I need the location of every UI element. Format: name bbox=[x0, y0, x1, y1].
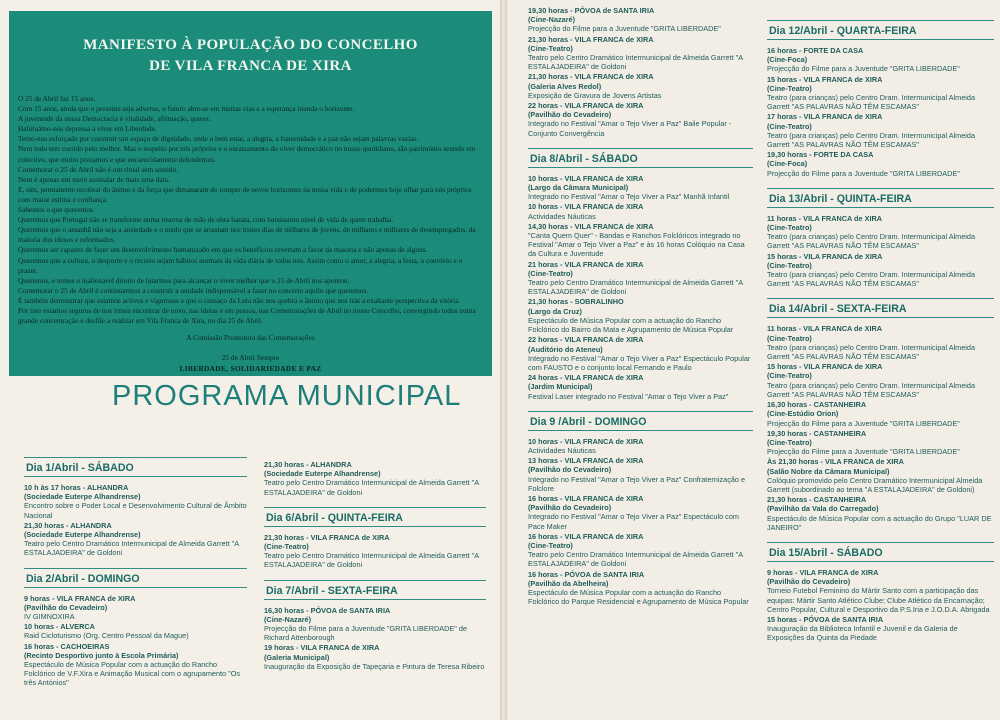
event-item bbox=[264, 533, 486, 570]
event-time-place: 16 horas - CACHOEIRAS bbox=[24, 641, 110, 651]
manifesto-paragraph: Queremos, e temos o inalienável direito de lutarmos para alcançar o viver melhor que o 25 de Abril nos apontou. bbox=[18, 275, 350, 285]
event-item bbox=[767, 615, 994, 643]
event-venue: (Largo da Câmara Municipal) bbox=[528, 183, 629, 193]
event-venue: (Cine-Teatro) bbox=[767, 121, 812, 131]
right-page bbox=[507, 0, 1000, 720]
event-time-place: 16 horas - VILA FRANCA de XIRA bbox=[528, 531, 644, 541]
day-block bbox=[264, 507, 486, 570]
day-heading: Dia 8/Abril - SÁBADO bbox=[528, 148, 753, 168]
event-item bbox=[528, 222, 753, 259]
event-item bbox=[528, 437, 753, 455]
event-item bbox=[767, 362, 994, 399]
event-item bbox=[767, 46, 994, 74]
event-item bbox=[767, 252, 994, 289]
event-venue: (Pavilhão do Cevadeiro) bbox=[528, 465, 612, 475]
manifesto-paragraph: Comemorar o 25 de Abril não é um ritual sem sentido. bbox=[18, 164, 179, 174]
manifesto-motto-1: 25 de Abril Sempre bbox=[221, 353, 280, 363]
event-time-place: 16 horas - PÓVOA de SANTA IRIA bbox=[528, 569, 645, 579]
event-time-place: 16 horas - FORTE DA CASA bbox=[767, 46, 864, 55]
event-time-place: 19,30 horas - CASTANHEIRA bbox=[767, 428, 867, 438]
event-description: Teatro (para crianças) pelo Centro Dram. Intermunicipal Almeida Garrett "AS PALAVRAS NÃO TÊM ESCAMAS" bbox=[767, 232, 976, 251]
schedule-column-2 bbox=[264, 460, 486, 681]
event-description: Teatro pelo Centro Dramático Intermunicipal de Almeida Garrett "A ESTALAJADEIRA" de Goldoni bbox=[528, 53, 743, 72]
day-block bbox=[528, 411, 753, 607]
manifesto-title-line2: DE VILA FRANCA DE XIRA bbox=[149, 58, 352, 74]
event-venue: (Cine-Teatro) bbox=[528, 268, 573, 278]
event-venue: (Sociedade Euterpe Alhandrense) bbox=[264, 469, 381, 479]
event-description: Teatro pelo Centro Dramático Intermunicipal de Almeida Garrett "A ESTALAJADEIRA" de Goldoni bbox=[264, 478, 479, 497]
event-description: Actividades Náuticas bbox=[528, 445, 596, 455]
event-description: Torneio Futebol Feminino do Mártir Santo com a participação das equipas: Mártir Santo Atlético Clube; Clube Atlético da Encarnação; Centro Popular, Cultural e Desportivo da P.S.Iria e J.O.D.A. Abrigada bbox=[767, 586, 990, 614]
event-venue: (Cine-Nazaré) bbox=[264, 614, 312, 624]
event-time-place: 10 horas - VILA FRANCA de XIRA bbox=[528, 202, 644, 212]
event-description: Integrado no Festival "Amar o Tejo Viver a Paz" Manhã Infantil bbox=[528, 192, 730, 202]
manifesto-paragraph: Por isso estamos seguros de nos irmos encontrar de novo, nas ideias e em pessoa, nas Comemorações de Abril no nosso Concelho, convergindo todos numa grande concentração e desfile a realizar em Vila Franca de Xira, no dia 25 de Abril. bbox=[18, 305, 476, 326]
event-item bbox=[528, 174, 753, 202]
event-time-place: 13 horas - VILA FRANCA de XIRA bbox=[528, 456, 644, 466]
event-venue: (Cine-Teatro) bbox=[767, 83, 812, 93]
event-venue: (Cine-Teatro) bbox=[767, 333, 812, 343]
event-description: "Canta Quem Quer" - Bandas e Ranchos Folclóricos integrado no Festival "Amar o Tejo Viver a Paz" e às 16 horas Colóquio na Casa da Cultura e Juventude bbox=[528, 231, 745, 259]
event-description: Espectáculo de Música Popular com a actuação do Rancho Folclórico de V.F.Xira e Animação Musical com o agrupamento "Os três Antónios" bbox=[24, 660, 241, 688]
event-item bbox=[767, 400, 994, 428]
event-venue: (Cine-Teatro) bbox=[528, 43, 573, 53]
event-venue: (Pavilhão do Cevadeiro) bbox=[24, 602, 108, 612]
event-venue: (Sociedade Euterpe Alhandrense) bbox=[24, 492, 141, 502]
event-venue: (Sociedade Euterpe Alhandrense) bbox=[24, 530, 141, 540]
event-time-place: 21,30 horas - VILA FRANCA de XIRA bbox=[528, 72, 654, 82]
event-item bbox=[24, 622, 247, 640]
event-venue: (Pavilhão da Vala do Carregado) bbox=[767, 504, 879, 514]
day-block bbox=[767, 542, 994, 643]
event-item bbox=[767, 112, 994, 149]
day-block bbox=[264, 460, 486, 497]
schedule-column-1 bbox=[24, 457, 247, 698]
event-time-place: 10 horas - VILA FRANCA de XIRA bbox=[528, 436, 644, 446]
event-venue: (Salão Nobre da Câmara Municipal) bbox=[767, 466, 890, 476]
event-time-place: 15 horas - VILA FRANCA de XIRA bbox=[767, 74, 883, 84]
event-venue: (Cine-Teatro) bbox=[264, 542, 309, 552]
event-description: Integrado no Festival "Amar o Tejo Viver a Paz" Confraternização e Folclore bbox=[528, 474, 746, 493]
event-description: Projecção do Filme para a Juventude "GRITA LIBERDADE" bbox=[767, 447, 960, 457]
event-description: Inauguração da Biblioteca Infantil e Juvenil e da Galeria de Exposições da Quinta da Piedade bbox=[767, 624, 958, 643]
programa-title: PROGRAMA MUNICIPAL bbox=[112, 380, 462, 412]
event-time-place: 16,30 horas - CASTANHEIRA bbox=[767, 400, 867, 410]
manifesto-paragraph: Queremos que Portugal não se transforme numa reserva de mão de obra barata, com baixíssimo nível de vida de quem trabalha. bbox=[18, 215, 394, 225]
event-item bbox=[528, 6, 753, 34]
event-venue: (Pavilhão do Cevadeiro) bbox=[528, 110, 612, 120]
event-venue: (Pavilhão do Cevadeiro) bbox=[528, 503, 612, 513]
event-description: Teatro pelo Centro Dramático Intermunicipal de Almeida Garrett "A ESTALAJADEIRA" de Goldoni bbox=[528, 550, 743, 569]
event-time-place: 22 horas - VILA FRANCA de XIRA bbox=[528, 101, 644, 111]
event-venue: (Cine-Estúdio Orion) bbox=[767, 409, 839, 419]
event-time-place: 21,30 horas - VILA FRANCA de XIRA bbox=[264, 532, 390, 542]
day-heading: Dia 7/Abril - SEXTA-FEIRA bbox=[264, 580, 486, 600]
event-description: Projecção do Filme para a Juventude "GRITA LIBERDADE" bbox=[528, 24, 721, 34]
event-venue: (Cine-Teatro) bbox=[767, 371, 812, 381]
event-item bbox=[767, 324, 994, 361]
event-description: Festival Laser integrado no Festival "Amar o Tejo Viver a Paz" bbox=[528, 391, 729, 401]
day-block bbox=[24, 457, 247, 558]
event-time-place: 19 horas - VILA FRANCA de XIRA bbox=[264, 643, 380, 653]
event-description: Espectáculo de Música Popular com a actuação do Rancho Folclórico do Bairro da Mata e Agrupamento de Música Popular bbox=[528, 315, 734, 335]
event-description: Encontro sobre o Poder Local e Desenvolvimento Cultural de Âmbito Nacional bbox=[24, 501, 247, 520]
event-item bbox=[767, 75, 994, 112]
day-heading: Dia 2/Abril - DOMINGO bbox=[24, 568, 247, 588]
event-time-place: 21,30 horas - CASTANHEIRA bbox=[767, 495, 867, 505]
day-heading: Dia 1/Abril - SÁBADO bbox=[24, 457, 247, 477]
event-venue: (Cine-Teatro) bbox=[767, 437, 812, 447]
manifesto-box bbox=[9, 11, 492, 376]
event-time-place: 9 horas - VILA FRANCA de XIRA bbox=[767, 567, 879, 577]
manifesto-signature: A Comissão Promotora das Comemorações bbox=[186, 333, 315, 343]
event-description: Espectáculo de Música Popular com a actuação do Grupo "LUAR DE JANEIRO" bbox=[767, 513, 992, 532]
manifesto-paragraph: O 25 de Abril faz 15 anos. bbox=[18, 94, 96, 103]
manifesto-paragraph: Nem tudo tem corrido pelo melhor. Mas o respeito por nós próprios e o enraizamento do viver democrático no nosso quotidiano, são património sentido em colectivo, que muito prezamos e que encarecidamente defendemos. bbox=[18, 144, 476, 164]
event-venue: (Cine-Teatro) bbox=[528, 540, 573, 550]
event-item bbox=[528, 35, 753, 72]
manifesto-paragraph: Nem é apenas um mero assinalar de mais uma data. bbox=[18, 174, 170, 184]
page-fold bbox=[500, 0, 507, 720]
event-item bbox=[528, 202, 753, 220]
event-time-place: 19,30 horas - PÓVOA de SANTA IRIA bbox=[528, 6, 655, 15]
event-item bbox=[528, 456, 753, 493]
event-item bbox=[24, 642, 247, 688]
event-description: Integrado no Festival "Amar o Tejo Viver a Paz" Baile Popular - Conjunto Convergência bbox=[528, 119, 732, 138]
event-venue: (Cine-Teatro) bbox=[767, 260, 812, 270]
day-heading: Dia 14/Abril - SEXTA-FEIRA bbox=[767, 298, 994, 318]
manifesto-paragraph: Sabemos o que queremos. bbox=[18, 205, 95, 215]
manifesto-paragraph: Habituámo-nos depressa a viver em Liberdade. bbox=[18, 124, 157, 134]
event-venue: (Galeria Municipal) bbox=[264, 652, 330, 662]
event-item bbox=[528, 373, 753, 401]
day-heading: Dia 13/Abril - QUINTA-FEIRA bbox=[767, 188, 994, 208]
event-description: Projecção do Filme para a Juventude "GRITA LIBERDADE" bbox=[767, 418, 960, 428]
event-description: Teatro pelo Centro Dramático Intermunicipal de Almeida Garrett "A ESTALAJADEIRA" de Goldoni bbox=[264, 551, 479, 570]
schedule-column-3 bbox=[528, 6, 753, 616]
event-description: Teatro (para crianças) pelo Centro Dram. Intermunicipal Almeida Garrett "AS PALAVRAS NÃO TÊM ESCAMAS" bbox=[767, 380, 976, 399]
manifesto-paragraph: Com 15 anos, ainda que o presente seja adverso, o futuro abre-se em muitas vias e a esperança inunda o horizonte. bbox=[18, 104, 355, 114]
event-item bbox=[528, 570, 753, 607]
event-venue: (Pavilhão do Cevadeiro) bbox=[767, 577, 851, 587]
schedule-column-4 bbox=[767, 20, 994, 653]
event-item bbox=[767, 495, 994, 532]
event-time-place: 11 horas - VILA FRANCA de XIRA bbox=[767, 213, 883, 223]
event-time-place: 19,30 horas - FORTE DA CASA bbox=[767, 150, 874, 160]
day-heading: Dia 6/Abril - QUINTA-FEIRA bbox=[264, 507, 486, 527]
event-time-place: 21,30 horas - SOBRALINHO bbox=[528, 297, 624, 307]
event-item bbox=[24, 594, 247, 622]
day-heading: Dia 9 /Abril - DOMINGO bbox=[528, 411, 753, 431]
event-time-place: 9 horas - VILA FRANCA de XIRA bbox=[24, 593, 136, 603]
event-time-place: 10 horas - VILA FRANCA de XIRA bbox=[528, 173, 644, 183]
event-item bbox=[264, 460, 486, 497]
event-time-place: 16,30 horas - PÓVOA de SANTA IRIA bbox=[264, 605, 391, 615]
day-block bbox=[24, 568, 247, 688]
event-description: IV GIMNOXIRA bbox=[24, 612, 75, 622]
event-time-place: 21,30 horas - ALHANDRA bbox=[264, 460, 352, 469]
manifesto-title bbox=[9, 35, 492, 77]
event-item bbox=[528, 335, 753, 372]
event-time-place: 15 horas - PÓVOA de SANTA IRIA bbox=[767, 614, 884, 624]
manifesto-title-line1: MANIFESTO À POPULAÇÃO DO CONCELHO bbox=[83, 37, 418, 53]
event-venue: (Cine-Nazaré) bbox=[528, 15, 576, 25]
event-description: Teatro (para crianças) pelo Centro Dram. Intermunicipal Almeida Garrett "AS PALAVRAS NÃO TÊM ESCAMAS" bbox=[767, 342, 976, 362]
event-item bbox=[767, 214, 994, 251]
event-item bbox=[528, 260, 753, 297]
event-description: Projecção do Filme para a Juventude "GRITA LIBERDADE" bbox=[767, 64, 960, 74]
event-description: Integrado no Festival "Amar o Tejo Viver a Paz" Espectáculo Popular com FAUSTO e o conjunto local Fernando e Paulo bbox=[528, 353, 751, 372]
event-time-place: Às 21,30 horas - VILA FRANCA de XIRA bbox=[767, 457, 904, 467]
event-item bbox=[264, 606, 486, 643]
manifesto-paragraph: E, sim, permanente recobrar do ânimo e da força que dimanaram do romper de novos horizontes na nossa vida e de podermos hoje olhar para nós próprios com maior estima e confiança. bbox=[18, 184, 472, 204]
event-item bbox=[528, 297, 753, 334]
event-description: Teatro (para crianças) pelo Centro Dram. Intermunicipal Almeida Garrett "AS PALAVRAS NÃO TÊM ESCAMAS" bbox=[767, 93, 976, 112]
event-item bbox=[528, 494, 753, 531]
event-item bbox=[528, 72, 753, 100]
event-venue: (Recinto Desportivo junto à Escola Primária) bbox=[24, 650, 179, 660]
day-block bbox=[767, 20, 994, 178]
event-time-place: 17 horas - VILA FRANCA de XIRA bbox=[767, 112, 883, 122]
event-venue: (Galeria Alves Redol) bbox=[528, 81, 602, 91]
event-description: Teatro (para crianças) pelo Centro Dram. Intermunicipal Almeida Garrett "AS PALAVRAS NÃO TÊM ESCAMAS" bbox=[767, 270, 976, 289]
event-description: Raid Cicloturismo (Org. Centro Pessoal da Mague) bbox=[24, 631, 189, 641]
event-time-place: 21,30 horas - VILA FRANCA de XIRA bbox=[528, 34, 654, 44]
event-time-place: 14,30 horas - VILA FRANCA de XIRA bbox=[528, 221, 654, 231]
event-venue: (Jardim Municipal) bbox=[528, 382, 593, 392]
event-description: Integrado no Festival "Amar o Tejo Viver a Paz" Espectáculo com Pace Maker bbox=[528, 512, 739, 531]
event-description: Colóquio promovido pelo Centro Dramático Intermunicipal Almeida Garrett (subordinado ao tema "A ESTALAJADEIRA" de Goldoni) bbox=[767, 475, 983, 494]
event-time-place: 21 horas - VILA FRANCA de XIRA bbox=[528, 259, 644, 269]
event-description: Teatro pelo Centro Dramático Intermunicipal de Almeida Garrett "A ESTALAJADEIRA" de Goldoni bbox=[528, 278, 743, 297]
event-time-place: 10 horas - ALVERCA bbox=[24, 622, 95, 632]
event-time-place: 15 horas - VILA FRANCA de XIRA bbox=[767, 362, 883, 372]
day-block bbox=[528, 6, 753, 138]
event-venue: (Cine-Teatro) bbox=[767, 223, 812, 233]
event-venue: (Cine-Foca) bbox=[767, 159, 808, 169]
event-time-place: 16 horas - VILA FRANCA de XIRA bbox=[528, 493, 644, 503]
event-description: Actividades Náuticas bbox=[528, 211, 596, 221]
manifesto-motto-2: LIBERDADE, SOLIDARIEDADE E PAZ bbox=[179, 364, 322, 374]
event-description: Teatro pelo Centro Dramático Intermunicipal de Almeida Garrett "A ESTALAJADEIRA" de Goldoni bbox=[24, 539, 239, 558]
day-heading: Dia 12/Abril - QUARTA-FEIRA bbox=[767, 20, 994, 40]
event-description: Teatro (para crianças) pelo Centro Dram. Intermunicipal Almeida Garrett "AS PALAVRAS NÃO TÊM ESCAMAS" bbox=[767, 130, 976, 150]
day-heading: Dia 15/Abril - SÁBADO bbox=[767, 542, 994, 562]
manifesto-paragraph: Queremos ser capazes de fazer um desenvolvimento humanizado em que os benefícios revertam a favor da maioria e não apenas de alguns. bbox=[18, 245, 428, 255]
event-venue: (Largo da Cruz) bbox=[528, 306, 582, 316]
event-venue: (Pavilhão da Abelheira) bbox=[528, 578, 609, 588]
event-time-place: 21,30 horas - ALHANDRA bbox=[24, 520, 112, 530]
day-block bbox=[767, 298, 994, 531]
manifesto-paragraph: Queremos que o amanhã não seja a ansiedade e o medo que se arrastam nos tristes dias de milhares de jovens, de milhares e milhares de desempregados, da maioria dos idosos e reformados. bbox=[18, 225, 476, 245]
event-item bbox=[24, 521, 247, 558]
day-block bbox=[767, 188, 994, 289]
manifesto-paragraph: Queremos que a cultura, o desporto e o recreio sejam hábitos normais da vida diária de todos nós. Assim como o amor, a alegria, a festa, o convívio e o prazer. bbox=[18, 255, 463, 275]
event-time-place: 15 horas - VILA FRANCA de XIRA bbox=[767, 251, 883, 261]
event-time-place: 11 horas - VILA FRANCA de XIRA bbox=[767, 324, 883, 334]
event-description: Projecção do Filme para a Juventude "GRITA LIBERDADE" de Richard Attenborough bbox=[264, 624, 467, 643]
event-item bbox=[528, 101, 753, 138]
event-item bbox=[767, 568, 994, 614]
manifesto-paragraph: A juventude da nossa Democracia é vitalidade, afirmação, querer. bbox=[18, 114, 211, 124]
event-time-place: 24 horas - VILA FRANCA de XIRA bbox=[528, 373, 644, 383]
manifesto-paragraph: É também demonstrar que estamos activos e vigorosos e que o cansaço da Luta não nos quebra o ânimo que nos trás a exaltante perspectiva da vitória. bbox=[18, 295, 461, 305]
manifesto-paragraph: Comemorar o 25 de Abril é continuarmos a construir a unidade indispensável a fazer no concreto aquilo que queremos. bbox=[18, 285, 369, 295]
event-description: Exposição de Gravura de Jovens Artistas bbox=[528, 90, 662, 100]
manifesto-paragraph: Temo-nos esforçado por construir um espaço de dignidade, onde o bem estar, a alegria, a fraternidade e a paz não sejam palavras vazias. bbox=[18, 134, 419, 144]
event-time-place: 10 h às 17 horas - ALHANDRA bbox=[24, 483, 129, 492]
day-block bbox=[528, 148, 753, 401]
event-item bbox=[528, 532, 753, 569]
day-block bbox=[264, 580, 486, 671]
event-description: Inauguração da Exposição de Tapeçaria e Pintura de Teresa Ribeiro bbox=[264, 661, 485, 671]
event-item bbox=[767, 457, 994, 494]
event-venue: (Cine-Foca) bbox=[767, 55, 808, 65]
manifesto-text bbox=[18, 94, 483, 326]
event-item bbox=[24, 483, 247, 520]
event-time-place: 22 horas - VILA FRANCA de XIRA bbox=[528, 335, 644, 345]
event-description: Projecção do Filme para a Juventude "GRITA LIBERDADE" bbox=[767, 168, 960, 178]
event-item bbox=[767, 150, 994, 178]
event-item bbox=[767, 429, 994, 457]
event-description: Espectáculo de Música Popular com a actuação do Rancho Folclórico do Parque Residencial e Agrupamento de Música Popular bbox=[528, 587, 749, 607]
event-item bbox=[264, 643, 486, 671]
event-venue: (Auditório do Ateneu) bbox=[528, 344, 603, 354]
